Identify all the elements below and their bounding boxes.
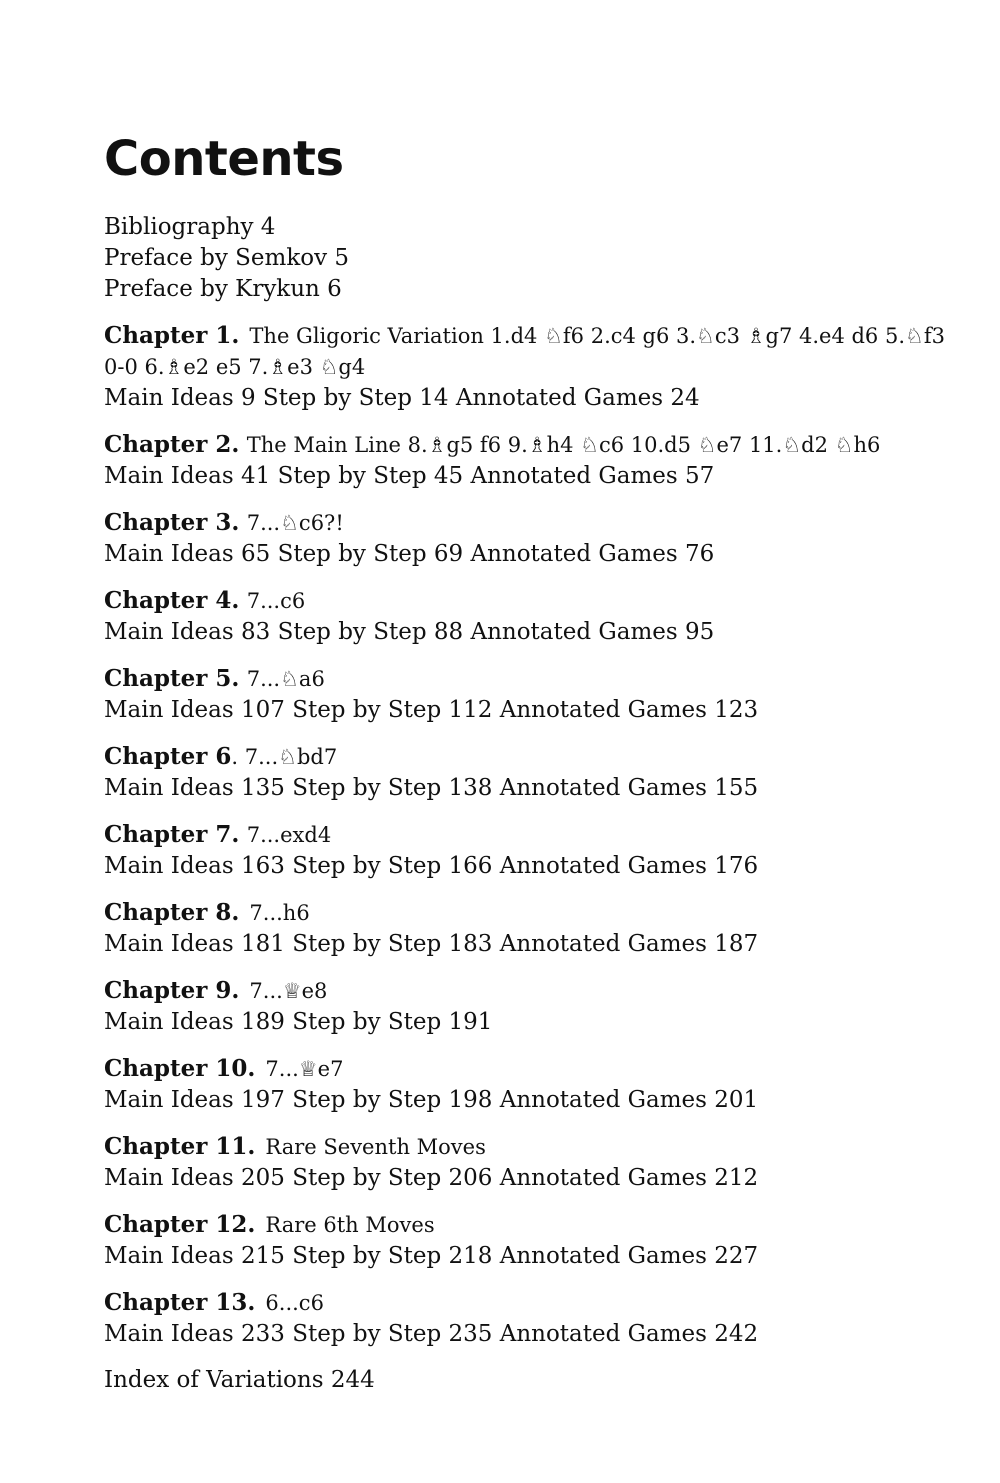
front-matter <box>104 212 964 305</box>
contents-page <box>104 128 964 1396</box>
chapter-pages: Main Ideas 107 Step by Step 112 Annotated Games 123 <box>104 697 759 723</box>
chapter-pages: Main Ideas 65 Step by Step 69 Annotated Games 76 <box>104 541 715 567</box>
chapter-label: Chapter 4. <box>104 587 240 614</box>
chapter-heading <box>104 1131 964 1163</box>
chapter-pages: Main Ideas 189 Step by Step 191 <box>104 1009 493 1035</box>
chapter-4 <box>104 585 964 648</box>
chapter-pages: Main Ideas 205 Step by Step 206 Annotated Games 212 <box>104 1165 759 1191</box>
chapter-heading <box>104 819 964 851</box>
chapter-6 <box>104 741 964 804</box>
toc-preface-krykun: Preface by Krykun 6 <box>104 276 342 302</box>
chapter-heading <box>104 897 964 929</box>
chapter-subtitle: 7...c6 <box>246 589 306 613</box>
chapter-13 <box>104 1287 964 1350</box>
chapter-heading <box>104 585 964 617</box>
chapter-11 <box>104 1131 964 1194</box>
chapter-label: Chapter 8. <box>104 899 240 926</box>
page-title: Contents <box>104 131 344 187</box>
toc-bibliography: Bibliography 4 <box>104 214 276 240</box>
toc-preface-semkov: Preface by Semkov 5 <box>104 245 350 271</box>
chapter-pages: Main Ideas 41 Step by Step 45 Annotated Games 57 <box>104 463 715 489</box>
chapter-subtitle: 6...c6 <box>265 1291 324 1315</box>
chapter-label: Chapter 3. <box>104 509 240 536</box>
chapter-heading <box>104 1287 964 1319</box>
chapter-heading <box>104 507 964 539</box>
chapter-1 <box>104 320 964 414</box>
chapter-heading <box>104 975 964 1007</box>
chapter-label: Chapter 11. <box>104 1133 256 1160</box>
chapter-label: Chapter 9. <box>104 977 240 1004</box>
chapter-label: Chapter 2. <box>104 431 240 458</box>
chapter-subtitle: Rare Seventh Moves <box>265 1135 486 1159</box>
chapter-heading <box>104 1209 964 1241</box>
chapter-pages: Main Ideas 197 Step by Step 198 Annotated Games 201 <box>104 1087 759 1113</box>
chapter-2 <box>104 429 964 492</box>
chapter-subtitle: 7...exd4 <box>246 823 332 847</box>
chapter-10 <box>104 1053 964 1116</box>
chapter-9 <box>104 975 964 1038</box>
chapter-label: Chapter 1. <box>104 322 240 349</box>
chapter-7 <box>104 819 964 882</box>
chapter-subtitle: . 7...♘bd7 <box>231 745 338 769</box>
chapter-heading <box>104 741 964 773</box>
chapter-subtitle: 7...h6 <box>249 901 310 925</box>
chapter-pages: Main Ideas 215 Step by Step 218 Annotated Games 227 <box>104 1243 759 1269</box>
chapter-pages: Main Ideas 181 Step by Step 183 Annotated Games 187 <box>104 931 759 957</box>
chapter-12 <box>104 1209 964 1272</box>
chapter-subtitle: The Main Line 8.♗g5 f6 9.♗h4 ♘c6 10.d5 ♘e7 11.♘d2 ♘h6 <box>246 433 881 457</box>
chapter-label: Chapter 7. <box>104 821 240 848</box>
chapter-8 <box>104 897 964 960</box>
toc-index-of-variations: Index of Variations 244 <box>104 1367 375 1393</box>
chapter-3 <box>104 507 964 570</box>
chapter-label: Chapter 6 <box>104 743 232 770</box>
chapter-subtitle: 7...♕e8 <box>249 979 328 1003</box>
chapter-label: Chapter 12. <box>104 1211 256 1238</box>
chapter-subtitle: 7...♘a6 <box>246 667 325 691</box>
chapter-label: Chapter 5. <box>104 665 240 692</box>
chapter-pages: Main Ideas 9 Step by Step 14 Annotated Games 24 <box>104 385 700 411</box>
chapter-pages: Main Ideas 135 Step by Step 138 Annotated Games 155 <box>104 775 759 801</box>
chapter-pages: Main Ideas 83 Step by Step 88 Annotated Games 95 <box>104 619 715 645</box>
chapter-heading <box>104 1053 964 1085</box>
chapter-heading <box>104 320 964 383</box>
chapter-label: Chapter 13. <box>104 1289 256 1316</box>
chapter-subtitle: The Gligoric Variation 1.d4 ♘f6 2.c4 g6 3.♘c3 ♗g7 4.e4 d6 5.♘f3 0-0 6.♗e2 e5 7.♗e3 ♘g4 <box>104 324 945 379</box>
chapter-heading <box>104 429 964 461</box>
chapter-5 <box>104 663 964 726</box>
chapter-subtitle: 7...♘c6?! <box>246 511 344 535</box>
chapter-label: Chapter 10. <box>104 1055 256 1082</box>
chapter-pages: Main Ideas 233 Step by Step 235 Annotated Games 242 <box>104 1321 759 1347</box>
chapter-subtitle: Rare 6th Moves <box>265 1213 435 1237</box>
chapter-pages: Main Ideas 163 Step by Step 166 Annotated Games 176 <box>104 853 759 879</box>
chapter-subtitle: 7...♕e7 <box>265 1057 344 1081</box>
chapter-heading <box>104 663 964 695</box>
